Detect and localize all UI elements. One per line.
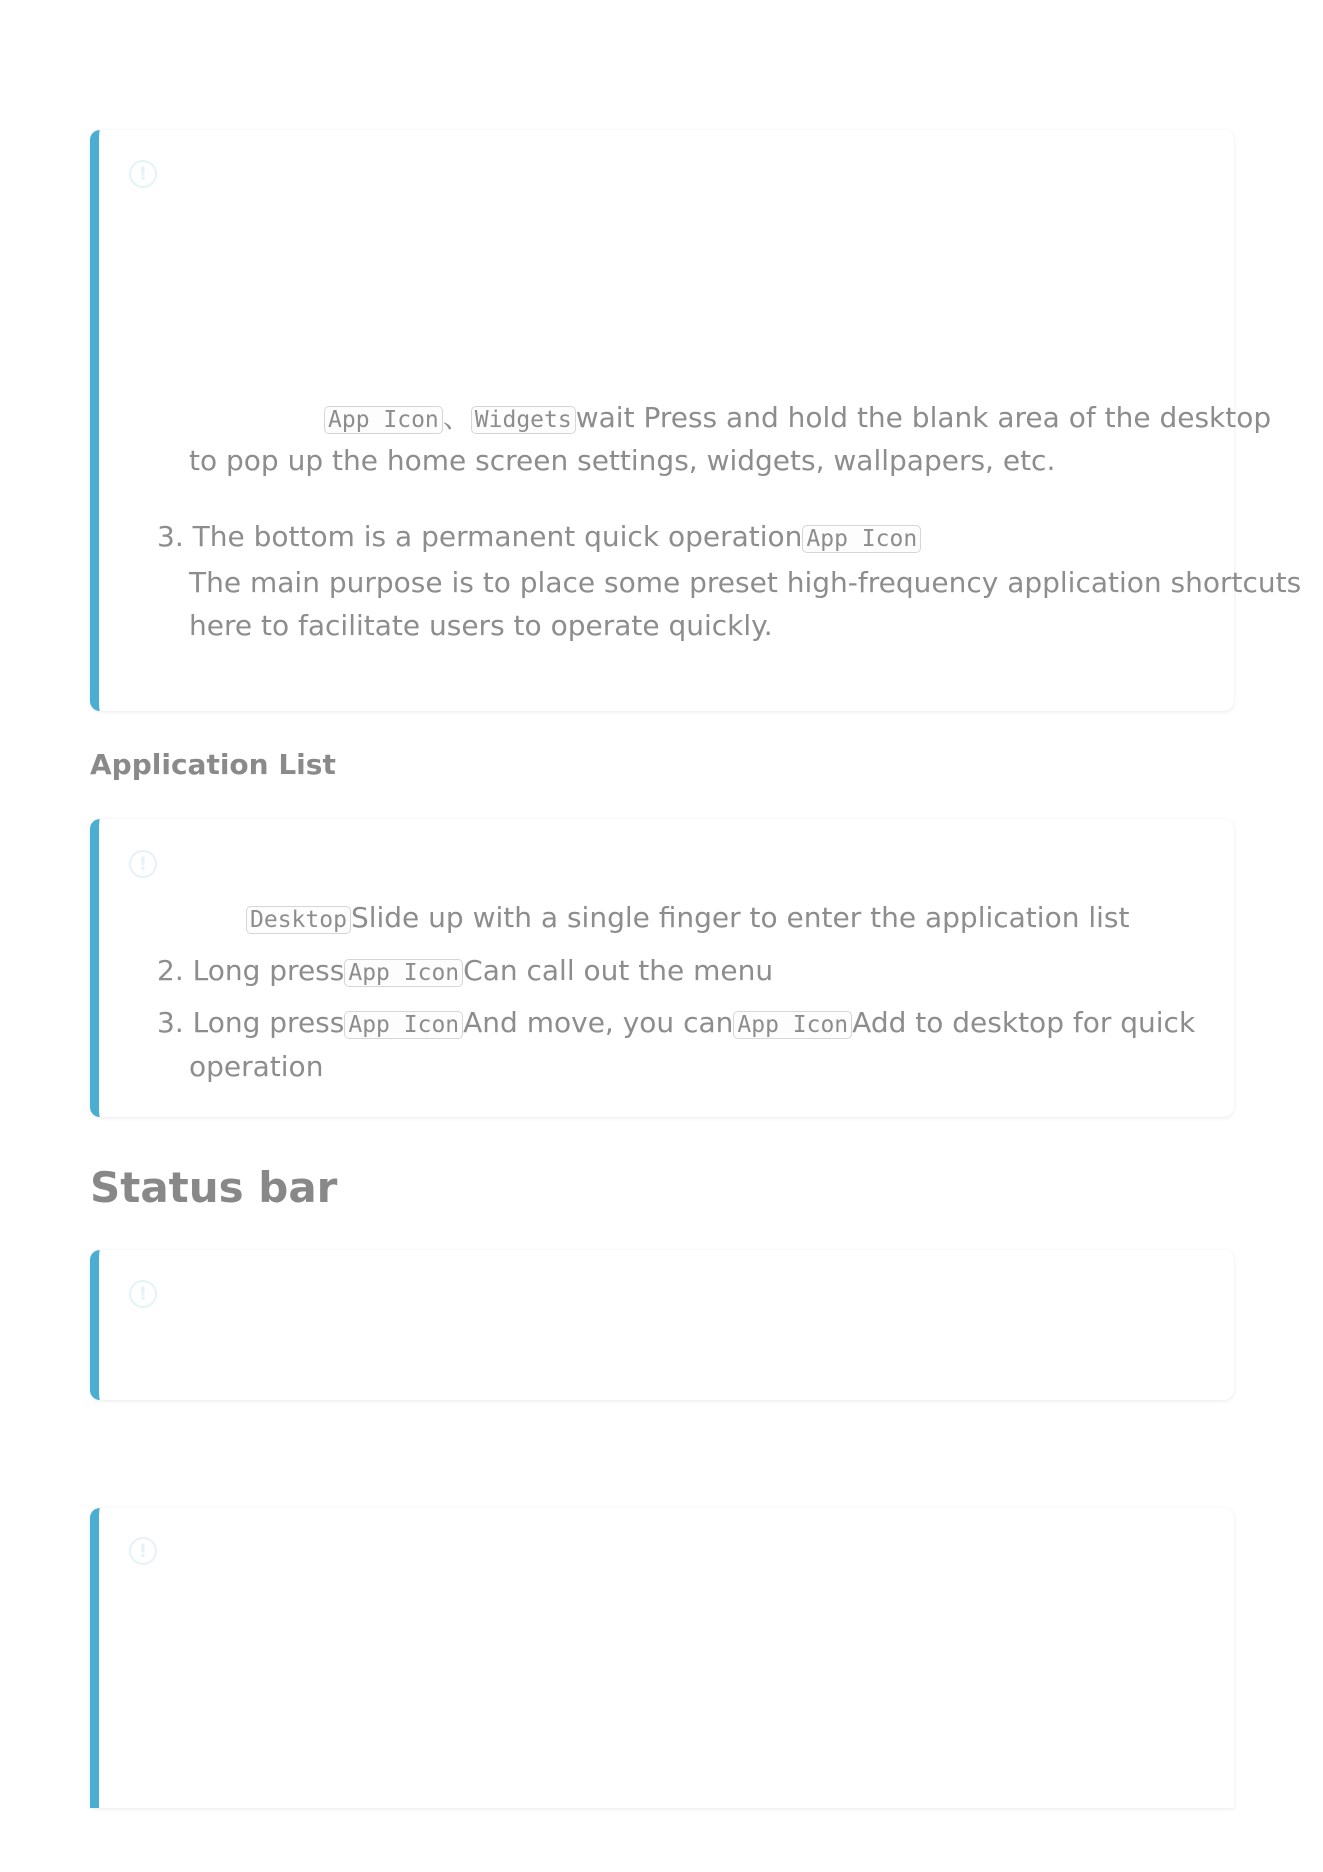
text: Slide up with a single finger to enter the application list xyxy=(350,901,1130,934)
inline-code: Widgets xyxy=(471,406,576,434)
inline-code: App Icon xyxy=(802,525,921,553)
info-icon: ! xyxy=(129,850,157,878)
callout-line xyxy=(324,398,1271,440)
list-item-continuation: The main purpose is to place some preset high-frequency application shortcuts xyxy=(189,566,1302,599)
inline-code: App Icon xyxy=(324,406,443,434)
section-heading-application-list: Application List xyxy=(90,748,336,781)
callout-status-bar xyxy=(90,1250,1234,1400)
text: wait Press and hold the blank area of the desktop xyxy=(575,401,1272,434)
section-heading-status-bar: Status bar xyxy=(90,1163,338,1212)
list-item xyxy=(246,898,1129,940)
list-item xyxy=(157,517,921,559)
inline-code: Desktop xyxy=(246,906,351,934)
text: Can call out the menu xyxy=(463,954,774,987)
text: 3. The bottom is a permanent quick operation xyxy=(157,520,803,553)
callout-home-screen xyxy=(90,130,1302,711)
text: And move, you can xyxy=(463,1006,734,1039)
text: 3. Long press xyxy=(157,1006,345,1039)
separator: 、 xyxy=(442,401,471,434)
inline-code: App Icon xyxy=(733,1011,852,1039)
info-icon: ! xyxy=(129,160,157,188)
inline-code: App Icon xyxy=(344,959,463,987)
list-item xyxy=(157,1003,1195,1045)
list-item-continuation: operation xyxy=(189,1050,324,1083)
text: 2. Long press xyxy=(157,954,345,987)
text: Add to desktop for quick xyxy=(852,1006,1196,1039)
info-icon: ! xyxy=(129,1280,157,1308)
list-item xyxy=(157,951,773,993)
inline-code: App Icon xyxy=(344,1011,463,1039)
list-item-continuation: here to facilitate users to operate quickly. xyxy=(189,609,773,642)
callout-line: to pop up the home screen settings, widgets, wallpapers, etc. xyxy=(189,444,1056,477)
info-icon: ! xyxy=(129,1537,157,1565)
callout-empty xyxy=(90,1508,1234,1808)
callout-application-list xyxy=(90,819,1234,1117)
